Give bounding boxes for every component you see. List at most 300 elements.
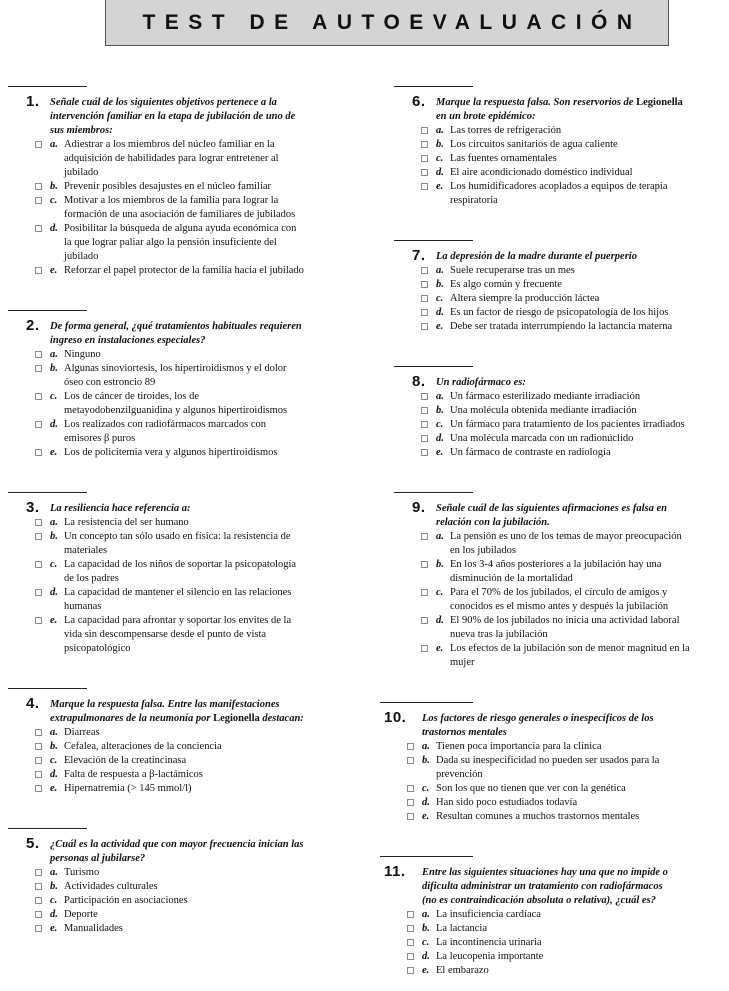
option-checkbox[interactable]	[35, 897, 42, 904]
option-text: Ninguno	[64, 349, 101, 360]
options-list	[412, 390, 727, 460]
option-text: Turismo	[64, 867, 100, 878]
option-continuation	[26, 544, 356, 558]
option-text: Es algo común y frecuente	[450, 279, 562, 290]
option-text: Un fármaco para tratamiento de los pacientes irradiados	[450, 419, 685, 430]
option-text: Los efectos de la jubilación son de menor magnitud en la	[450, 643, 690, 654]
question-text-line: La depresión de la madre durante el puerperio	[436, 251, 637, 262]
option-checkbox[interactable]	[35, 561, 42, 568]
option-letter: a.	[50, 517, 58, 528]
option-c[interactable]	[412, 292, 727, 306]
option-letter: c.	[50, 559, 58, 570]
option-checkbox[interactable]	[35, 771, 42, 778]
question-number: 2.	[26, 317, 40, 334]
option-checkbox[interactable]	[421, 645, 428, 652]
option-letter: c.	[422, 937, 430, 948]
question-text-line: ¿Cuál es la actividad que con mayor frecuencia inician las	[50, 839, 304, 850]
option-c[interactable]	[26, 558, 356, 572]
question-number: 8.	[412, 373, 426, 390]
question-rule	[8, 828, 87, 829]
option-e[interactable]	[26, 782, 356, 796]
option-checkbox[interactable]	[35, 757, 42, 764]
question-number: 1.	[26, 93, 40, 110]
option-letter: a.	[422, 909, 430, 920]
question-rule	[380, 856, 473, 857]
option-continuation	[412, 628, 727, 642]
option-letter: e.	[436, 321, 444, 332]
option-b[interactable]	[398, 754, 727, 768]
option-checkbox[interactable]	[407, 953, 414, 960]
question-number: 7.	[412, 247, 426, 264]
option-text: nueva tras la jubilación	[450, 629, 548, 640]
option-letter: d.	[436, 615, 444, 626]
option-checkbox[interactable]	[421, 295, 428, 302]
option-checkbox[interactable]	[407, 785, 414, 792]
option-text: Tienen poca importancia para la clínica	[436, 741, 602, 752]
option-checkbox[interactable]	[35, 225, 42, 232]
options-list	[412, 530, 727, 670]
option-text: Es un factor de riesgo de psicopatología de los hijos	[450, 307, 669, 318]
option-text: Los de cáncer de tiroides, los de	[64, 391, 199, 402]
option-text: humanas	[64, 601, 102, 612]
option-checkbox[interactable]	[407, 743, 414, 750]
question-text-line: De forma general, ¿qué tratamientos habituales requieren	[50, 321, 302, 332]
option-letter: e.	[436, 447, 444, 458]
option-b[interactable]	[26, 362, 356, 376]
option-text: El aire acondicionado doméstico individual	[450, 167, 633, 178]
option-e[interactable]	[412, 446, 727, 460]
option-a[interactable]	[26, 138, 356, 152]
option-letter: c.	[422, 783, 430, 794]
question-text-line: relación con la jubilación.	[436, 517, 550, 528]
option-a[interactable]	[398, 908, 727, 922]
option-text: Una molécula marcada con un radionúclido	[450, 433, 634, 444]
option-b[interactable]	[412, 138, 727, 152]
option-text: Un fármaco esterilizado mediante irradiación	[450, 391, 641, 402]
option-checkbox[interactable]	[407, 925, 414, 932]
option-continuation	[26, 236, 356, 250]
option-checkbox[interactable]	[35, 141, 42, 148]
question-header	[384, 863, 727, 908]
option-text: prevención	[436, 769, 483, 780]
option-text: La capacidad de mantener el silencio en las relaciones	[64, 587, 292, 598]
option-letter: e.	[50, 615, 58, 626]
option-e[interactable]	[412, 180, 727, 194]
option-letter: b.	[50, 881, 58, 892]
option-continuation	[412, 544, 727, 558]
question-header	[412, 499, 727, 530]
option-e[interactable]	[412, 320, 727, 334]
option-text: Elevación de la creatincinasa	[64, 755, 187, 766]
option-continuation	[26, 152, 356, 166]
question-rule	[394, 492, 473, 493]
option-text: Motivar a los miembros de la familia para lograr la	[64, 195, 279, 206]
options-list	[26, 516, 356, 656]
option-e[interactable]	[26, 264, 356, 278]
option-checkbox[interactable]	[421, 183, 428, 190]
option-checkbox[interactable]	[35, 617, 42, 624]
option-continuation	[412, 572, 727, 586]
option-letter: d.	[422, 951, 430, 962]
option-a[interactable]	[26, 348, 356, 362]
option-d[interactable]	[26, 222, 356, 236]
option-letter: b.	[50, 181, 58, 192]
option-text: conocidos es el mismo antes y después la jubilación	[450, 601, 669, 612]
option-letter: d.	[436, 307, 444, 318]
option-letter: b.	[50, 531, 58, 542]
option-letter: a.	[436, 265, 444, 276]
option-text: respiratoria	[450, 195, 498, 206]
option-letter: e.	[50, 447, 58, 458]
question-text-line: ingreso en instalaciones especiales?	[50, 335, 206, 346]
option-checkbox[interactable]	[35, 869, 42, 876]
option-d[interactable]	[26, 908, 356, 922]
option-letter: e.	[422, 811, 430, 822]
option-checkbox[interactable]	[35, 533, 42, 540]
option-checkbox[interactable]	[421, 127, 428, 134]
question-text-line: trastornos mentales	[422, 727, 507, 738]
option-checkbox[interactable]	[35, 785, 42, 792]
option-checkbox[interactable]	[35, 449, 42, 456]
question-text-line: extrapulmonares de la neumonía por Legionella destacan:	[50, 713, 304, 724]
option-letter: e.	[50, 923, 58, 934]
option-letter: c.	[436, 153, 444, 164]
option-letter: d.	[50, 587, 58, 598]
option-b[interactable]	[26, 530, 356, 544]
option-text: Son los que no tienen que ver con la genética	[436, 783, 626, 794]
question-header	[26, 695, 356, 726]
option-letter: b.	[436, 279, 444, 290]
option-checkbox[interactable]	[421, 449, 428, 456]
option-c[interactable]	[412, 418, 727, 432]
option-e[interactable]	[26, 614, 356, 628]
option-checkbox[interactable]	[407, 939, 414, 946]
option-letter: e.	[436, 181, 444, 192]
option-checkbox[interactable]	[35, 911, 42, 918]
option-text: jubilado	[64, 167, 99, 178]
option-checkbox[interactable]	[421, 323, 428, 330]
option-letter: b.	[436, 559, 444, 570]
option-e[interactable]	[412, 642, 727, 656]
option-checkbox[interactable]	[421, 435, 428, 442]
option-letter: a.	[50, 139, 58, 150]
option-d[interactable]	[26, 418, 356, 432]
option-continuation	[26, 432, 356, 446]
option-letter: c.	[436, 587, 444, 598]
option-c[interactable]	[398, 936, 727, 950]
option-text: Las torres de refrigeración	[450, 125, 562, 136]
option-text: Adiestrar a los miembros del núcleo familiar en la	[64, 139, 275, 150]
option-text: La insuficiencia cardíaca	[436, 909, 541, 920]
option-d[interactable]	[26, 586, 356, 600]
option-checkbox[interactable]	[421, 169, 428, 176]
option-continuation	[412, 656, 727, 670]
question-text-line: Entre las siguientes situaciones hay una que no impide o	[422, 867, 668, 878]
option-d[interactable]	[412, 432, 727, 446]
option-checkbox[interactable]	[35, 883, 42, 890]
option-text: Resultan comunes a muchos trastornos mentales	[436, 811, 640, 822]
option-c[interactable]	[412, 586, 727, 600]
option-text: La leucopenia importante	[436, 951, 544, 962]
option-checkbox[interactable]	[421, 281, 428, 288]
option-text: Dada su inespecificidad no pueden ser usados para la	[436, 755, 660, 766]
question-header	[412, 247, 727, 264]
question-text-line: (no es contraindicación absoluta o relativa), ¿cuál es?	[422, 895, 656, 906]
question-text-line: La resiliencia hace referencia a:	[50, 503, 191, 514]
option-text: en los jubilados	[450, 545, 516, 556]
option-checkbox[interactable]	[421, 589, 428, 596]
option-continuation	[412, 194, 727, 208]
option-e[interactable]	[26, 446, 356, 460]
option-d[interactable]	[398, 950, 727, 964]
option-checkbox[interactable]	[421, 155, 428, 162]
option-checkbox[interactable]	[35, 589, 42, 596]
option-text: psicopatológico	[64, 643, 131, 654]
option-letter: c.	[436, 419, 444, 430]
question-header	[412, 373, 727, 390]
question-text-line: Marque la respuesta falsa. Son reservorios de Legionella	[436, 97, 683, 108]
option-continuation	[398, 768, 727, 782]
option-text: emisores β puros	[64, 433, 136, 444]
option-d[interactable]	[26, 768, 356, 782]
option-letter: d.	[436, 433, 444, 444]
option-text: Las fuentes ornamentales	[450, 153, 557, 164]
option-text: la que lograr paliar algo la pensión insuficiente del	[64, 237, 277, 248]
header-banner	[105, 0, 669, 46]
option-checkbox[interactable]	[421, 309, 428, 316]
options-list	[412, 124, 727, 208]
option-letter: e.	[50, 783, 58, 794]
option-checkbox[interactable]	[421, 267, 428, 274]
option-letter: b.	[436, 139, 444, 150]
option-checkbox[interactable]	[35, 351, 42, 358]
option-b[interactable]	[26, 740, 356, 754]
option-checkbox[interactable]	[35, 183, 42, 190]
option-text: Diarreas	[64, 727, 100, 738]
option-text: Posibilitar la búsqueda de alguna ayuda económica con	[64, 223, 297, 234]
option-b[interactable]	[26, 880, 356, 894]
option-text: formación de una asociación de familiares de jubilados	[64, 209, 296, 220]
question-rule	[8, 310, 87, 311]
option-letter: c.	[50, 755, 58, 766]
options-list	[398, 740, 727, 824]
option-d[interactable]	[412, 614, 727, 628]
option-d[interactable]	[412, 166, 727, 180]
option-letter: b.	[50, 741, 58, 752]
option-d[interactable]	[412, 306, 727, 320]
question-text-line: dificulta administrar un tratamiento con radiofármacos	[422, 881, 663, 892]
option-letter: b.	[50, 363, 58, 374]
question-rule	[394, 86, 473, 87]
option-letter: c.	[50, 895, 58, 906]
option-text: La pensión es uno de los temas de mayor preocupación	[450, 531, 682, 542]
option-text: La resistencia del ser humano	[64, 517, 189, 528]
option-letter: a.	[436, 531, 444, 542]
option-text: Cefalea, alteraciones de la conciencia	[64, 741, 222, 752]
option-checkbox[interactable]	[421, 421, 428, 428]
option-text: óseo con estroncio 89	[64, 377, 156, 388]
option-text: Algunas sinoviortesis, los hipertiroidismos y el dolor	[64, 363, 287, 374]
option-text: Los circuitos sanitarios de agua caliente	[450, 139, 618, 150]
question-rule	[380, 702, 473, 703]
option-text: Prevenir posibles desajustes en el núcleo familiar	[64, 181, 272, 192]
option-c[interactable]	[26, 194, 356, 208]
option-text: Debe ser tratada interrumpiendo la lactancia materna	[450, 321, 673, 332]
option-text: La lactancia	[436, 923, 488, 934]
question-rule	[394, 366, 473, 367]
options-list	[26, 138, 356, 278]
option-checkbox[interactable]	[407, 757, 414, 764]
option-text: La capacidad para afrontar y soportar los envites de la	[64, 615, 292, 626]
option-a[interactable]	[26, 866, 356, 880]
option-checkbox[interactable]	[421, 393, 428, 400]
option-c[interactable]	[412, 152, 727, 166]
option-checkbox[interactable]	[35, 393, 42, 400]
option-letter: d.	[50, 419, 58, 430]
option-continuation	[26, 600, 356, 614]
option-checkbox[interactable]	[35, 743, 42, 750]
question-number: 11.	[384, 863, 406, 880]
option-e[interactable]	[398, 964, 727, 978]
option-letter: d.	[50, 223, 58, 234]
option-checkbox[interactable]	[35, 267, 42, 274]
option-text: La capacidad de los niños de soportar la psicopatología	[64, 559, 297, 570]
option-text: Suele recuperarse tras un mes	[450, 265, 575, 276]
option-text: adquisición de habilidades para lograr entretener al	[64, 153, 279, 164]
option-checkbox[interactable]	[421, 561, 428, 568]
option-letter: d.	[50, 769, 58, 780]
option-a[interactable]	[412, 530, 727, 544]
option-b[interactable]	[26, 180, 356, 194]
option-continuation	[26, 628, 356, 642]
option-text: Reforzar el papel protector de la familia hacia el jubilado	[64, 265, 304, 276]
option-text: En los 3-4 años posteriores a la jubilación hay una	[450, 559, 662, 570]
option-text: de los padres	[64, 573, 119, 584]
option-c[interactable]	[26, 754, 356, 768]
option-text: Un concepto tan sólo usado en física: la resistencia de	[64, 531, 291, 542]
option-letter: e.	[422, 965, 430, 976]
question-text-line: Señale cuál de las siguientes afirmaciones es falsa en	[436, 503, 667, 514]
option-text: Participación en asociaciones	[64, 895, 188, 906]
question-header	[26, 317, 356, 348]
option-checkbox[interactable]	[421, 617, 428, 624]
option-checkbox[interactable]	[407, 799, 414, 806]
option-text: Actividades culturales	[64, 881, 158, 892]
option-continuation	[26, 404, 356, 418]
option-letter: e.	[50, 265, 58, 276]
option-checkbox[interactable]	[407, 813, 414, 820]
option-checkbox[interactable]	[35, 519, 42, 526]
option-c[interactable]	[398, 782, 727, 796]
question-rule	[394, 240, 473, 241]
option-letter: e.	[436, 643, 444, 654]
option-a[interactable]	[398, 740, 727, 754]
option-a[interactable]	[412, 264, 727, 278]
option-continuation	[26, 642, 356, 656]
option-letter: a.	[50, 727, 58, 738]
option-checkbox[interactable]	[421, 141, 428, 148]
options-list	[398, 908, 727, 978]
option-text: Un fármaco de contraste en radiología	[450, 447, 611, 458]
option-d[interactable]	[398, 796, 727, 810]
option-letter: c.	[436, 293, 444, 304]
option-text: Los de policitemia vera y algunos hipertiroidismos	[64, 447, 278, 458]
options-list	[26, 348, 356, 460]
option-checkbox[interactable]	[407, 911, 414, 918]
option-letter: d.	[422, 797, 430, 808]
option-text: Los humidificadores acoplados a equipos de terapia	[450, 181, 668, 192]
option-b[interactable]	[412, 404, 727, 418]
option-e[interactable]	[26, 922, 356, 936]
option-text: Han sido poco estudiados todavía	[436, 797, 578, 808]
option-c[interactable]	[26, 894, 356, 908]
option-a[interactable]	[26, 726, 356, 740]
question-header	[412, 93, 727, 124]
option-text: Hipernatremia (> 145 mmol/l)	[64, 783, 192, 794]
option-text: metayodobenzilguanidina y algunos hipertiroidismos	[64, 405, 288, 416]
option-checkbox[interactable]	[35, 197, 42, 204]
question-text-line: Un radiofármaco es:	[436, 377, 526, 388]
option-continuation	[26, 376, 356, 390]
option-checkbox[interactable]	[35, 925, 42, 932]
option-b[interactable]	[412, 558, 727, 572]
option-text: Los realizados con radiofármacos marcados con	[64, 419, 267, 430]
option-b[interactable]	[398, 922, 727, 936]
option-a[interactable]	[26, 516, 356, 530]
option-text: El embarazo	[436, 965, 489, 976]
option-text: jubilado	[64, 251, 99, 262]
question-text-line: en un brote epidémico:	[436, 111, 536, 122]
option-b[interactable]	[412, 278, 727, 292]
page-title: TEST DE AUTOEVALUACIÓN	[142, 10, 642, 34]
option-letter: d.	[436, 167, 444, 178]
option-continuation	[412, 600, 727, 614]
option-a[interactable]	[412, 124, 727, 138]
question-text-line: sus miembros:	[50, 125, 113, 136]
option-text: mujer	[450, 657, 475, 668]
option-letter: a.	[436, 391, 444, 402]
option-checkbox[interactable]	[421, 407, 428, 414]
option-checkbox[interactable]	[407, 967, 414, 974]
question-header	[384, 709, 727, 740]
question-number: 6.	[412, 93, 426, 110]
option-text: Falta de respuesta a β-lactámicos	[64, 769, 203, 780]
option-e[interactable]	[398, 810, 727, 824]
option-a[interactable]	[412, 390, 727, 404]
option-checkbox[interactable]	[421, 533, 428, 540]
question-text-line: Los factores de riesgo generales o inespecíficos de los	[422, 713, 654, 724]
question-rule	[8, 86, 87, 87]
option-letter: d.	[50, 909, 58, 920]
option-text: Una molécula obtenida mediante irradiación	[450, 405, 637, 416]
option-c[interactable]	[26, 390, 356, 404]
option-text: Para el 70% de los jubilados, el círculo de amigos y	[450, 587, 668, 598]
question-text-line: personas al jubilarse?	[50, 853, 146, 864]
options-list	[26, 866, 356, 936]
option-letter: b.	[436, 405, 444, 416]
option-checkbox[interactable]	[35, 729, 42, 736]
option-letter: a.	[436, 125, 444, 136]
option-letter: c.	[50, 195, 58, 206]
option-checkbox[interactable]	[35, 365, 42, 372]
question-number: 3.	[26, 499, 40, 516]
option-checkbox[interactable]	[35, 421, 42, 428]
option-letter: a.	[50, 349, 58, 360]
question-rule	[8, 492, 87, 493]
question-header	[26, 835, 356, 866]
option-text: Manualidades	[64, 923, 123, 934]
question-header	[26, 499, 356, 516]
